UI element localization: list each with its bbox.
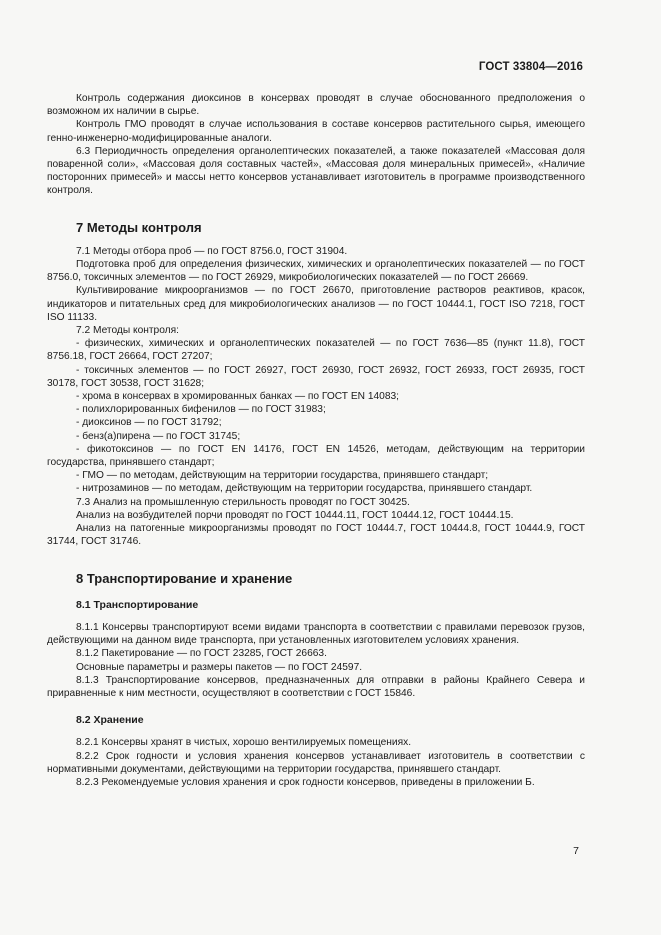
paragraph: Контроль ГМО проводят в случае использования в составе консервов растительного сырья, имеющего генно-инженерно-модифицированные аналоги. bbox=[47, 119, 585, 144]
list-item: - нитрозаминов — по методам, действующим на территории государства, принявшего стандарт. bbox=[76, 483, 533, 495]
subsection-8-1-heading: 8.1 Транспортирование bbox=[76, 598, 199, 611]
section-7-heading: 7 Методы контроля bbox=[76, 219, 202, 235]
list-item: - токсичных элементов — по ГОСТ 26927, ГОСТ 26930, ГОСТ 26932, ГОСТ 26933, ГОСТ 26935, ГОСТ 30178, ГОСТ 30538, ГОСТ 31628; bbox=[47, 364, 585, 389]
paragraph: Подготовка проб для определения физических, химических и органолептических показателей — по ГОСТ 8756.0, токсичных элементов — по ГОСТ 26929, микробиологических показателей — по ГОСТ 26669. bbox=[47, 259, 585, 284]
paragraph: 8.1.2 Пакетирование — по ГОСТ 23285, ГОСТ 26663. bbox=[76, 648, 327, 660]
paragraph: 8.2.3 Рекомендуемые условия хранения и срок годности консервов, приведены в приложении Б. bbox=[76, 776, 535, 788]
page-content bbox=[47, 92, 585, 789]
paragraph: 8.2.1 Консервы хранят в чистых, хорошо вентилируемых помещениях. bbox=[76, 737, 412, 749]
paragraph: Анализ на возбудителей порчи проводят по ГОСТ 10444.11, ГОСТ 10444.12, ГОСТ 10444.15. bbox=[76, 509, 514, 521]
paragraph: 7.3 Анализ на промышленную стерильность проводят по ГОСТ 30425. bbox=[76, 496, 410, 508]
paragraph: 8.2.2 Срок годности и условия хранения консервов устанавливает изготовитель в соответствии с нормативными документами, действующими на территории государства, принявшего стандарт. bbox=[47, 750, 585, 775]
paragraph: 7.2 Методы контроля: bbox=[76, 325, 179, 337]
section-8-heading: 8 Транспортирование и хранение bbox=[76, 570, 293, 586]
paragraph: Контроль содержания диоксинов в консервах проводят в случае обоснованного предположения о возможном их наличии в сырье. bbox=[47, 93, 585, 118]
list-item: - ГМО — по методам, действующим на территории государства, принявшего стандарт; bbox=[76, 470, 489, 482]
list-item: - фикотоксинов — по ГОСТ EN 14176, ГОСТ EN 14526, методам, действующим на территории государства, принявшего стандарт; bbox=[47, 443, 585, 469]
page-number: 7 bbox=[573, 845, 579, 857]
paragraph: 6.3 Периодичность определения органолептических показателей, а также показателей «Массовая доля поваренной соли», «Массовая доля составных частей», «Массовая доля минеральных примесей», «Наличие посторонних примесей» и массы нетто консервов устанавливает изготовитель в программе производственного контроля. bbox=[47, 145, 585, 197]
paragraph: 8.1.1 Консервы транспортируют всеми видами транспорта в соответствии с правилами перевозок грузов, действующими на данном виде транспорта, при установленных изготовителем условиях хранения. bbox=[47, 621, 585, 647]
subsection-8-2-heading: 8.2 Хранение bbox=[76, 714, 144, 727]
document-id-header: ГОСТ 33804—2016 bbox=[478, 61, 583, 73]
list-item: - физических, химических и органолептических показателей — по ГОСТ 7636—85 (пункт 11.8), ГОСТ 8756.18, ГОСТ 26664, ГОСТ 27207; bbox=[47, 338, 585, 363]
paragraph: Основные параметры и размеры пакетов — по ГОСТ 24597. bbox=[76, 661, 363, 673]
paragraph: 7.1 Методы отбора проб — по ГОСТ 8756.0, ГОСТ 31904. bbox=[76, 245, 348, 257]
list-item: - полихлорированных бифенилов — по ГОСТ 31983; bbox=[76, 404, 326, 416]
paragraph: Культивирование микроорганизмов — по ГОСТ 26670, приготовление растворов реактивов, красок, индикаторов и питательных сред для микробиологических анализов — по ГОСТ 10444.1, ГОСТ ISO 7218, ГОСТ ISO 11133. bbox=[47, 285, 585, 323]
paragraph: 8.1.3 Транспортирование консервов, предназначенных для отправки в районы Крайнего Севера и приравненные к ним местности, осуществляют в соответствии с ГОСТ 15846. bbox=[47, 674, 585, 699]
list-item: - бенз(а)пирена — по ГОСТ 31745; bbox=[76, 430, 241, 442]
list-item: - хрома в консервах в хромированных банках — по ГОСТ EN 14083; bbox=[76, 391, 399, 403]
list-item: - диоксинов — по ГОСТ 31792; bbox=[76, 417, 222, 429]
paragraph: Анализ на патогенные микроорганизмы проводят по ГОСТ 10444.7, ГОСТ 10444.8, ГОСТ 10444.9, ГОСТ 31744, ГОСТ 31746. bbox=[47, 523, 585, 548]
